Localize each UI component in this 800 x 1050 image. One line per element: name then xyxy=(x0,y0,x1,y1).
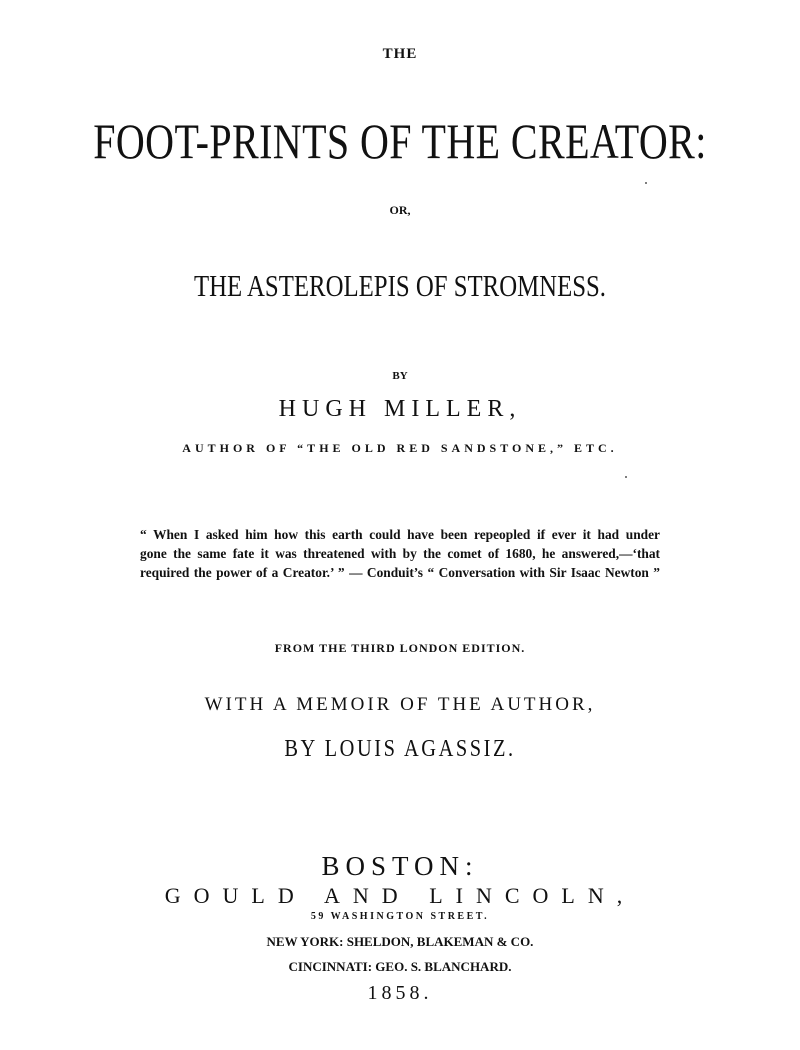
title-conjunction: OR, xyxy=(389,203,411,217)
epigraph-line: “ When I asked him how this earth could have been repeopled if ever it had under xyxy=(140,527,660,542)
imprint-cincinnati: CINCINNATI: GEO. S. BLANCHARD. xyxy=(288,959,512,974)
epigraph xyxy=(140,525,660,582)
imprint-year: 1858. xyxy=(367,982,433,1004)
paper-speck xyxy=(645,182,647,184)
imprint-city: BOSTON: xyxy=(321,851,479,881)
main-title: FOOT-PRINTS OF THE CREATOR: xyxy=(93,113,707,169)
epigraph-line: gone the same fate it was threatened with by the comet of 1680, he answered,—‘that xyxy=(140,546,660,561)
imprint-new-york: NEW YORK: SHELDON, BLAKEMAN & CO. xyxy=(266,934,534,949)
author-credit: AUTHOR OF “THE OLD RED SANDSTONE,” ETC. xyxy=(182,441,618,455)
epigraph-line: required the power of a Creator.’ ” — Conduit’s “ Conversation with Sir Isaac Newton ” xyxy=(140,565,660,580)
subtitle: THE ASTEROLEPIS OF STROMNESS. xyxy=(193,268,607,303)
by-label: BY xyxy=(392,370,408,382)
imprint-publisher: GOULD AND LINCOLN, xyxy=(164,883,636,908)
title-article: THE xyxy=(382,46,418,62)
author-name: HUGH MILLER, xyxy=(278,396,522,422)
edition-note: FROM THE THIRD LONDON EDITION. xyxy=(274,641,526,655)
memoir-line: WITH A MEMOIR OF THE AUTHOR, xyxy=(204,694,596,715)
paper-speck xyxy=(625,476,627,478)
imprint-street: 59 WASHINGTON STREET. xyxy=(310,911,490,922)
memoir-author: BY LOUIS AGASSIZ. xyxy=(284,736,516,762)
